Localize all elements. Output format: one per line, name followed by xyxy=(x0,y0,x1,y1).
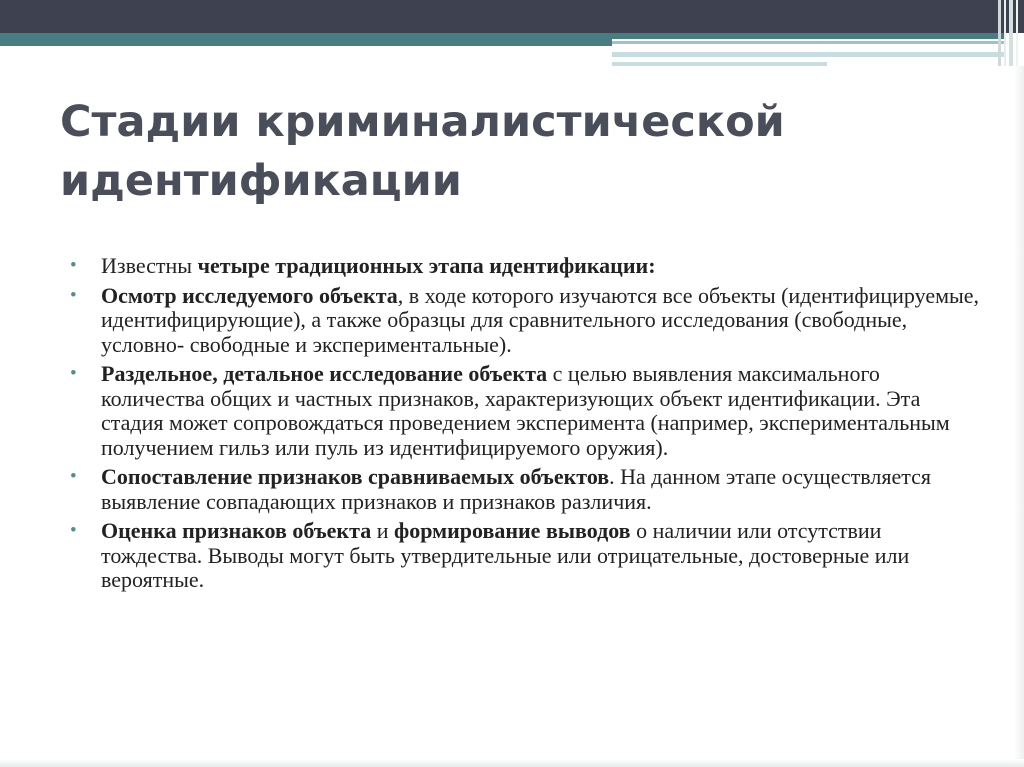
bullet-text: . На данном этапе осуществляется выявление совпадающих признаков и признаков различия. xyxy=(101,464,932,514)
header-vertical-stripes xyxy=(994,0,1024,66)
bullet-text: и xyxy=(371,518,394,543)
bullet-item xyxy=(70,284,980,358)
bullet-text-bold: Осмотр исследуемого объекта xyxy=(101,282,398,308)
bullet-text-bold: четыре традиционных этапа идентификации: xyxy=(197,253,656,278)
slide-title-line-1: Стадии криминалистической xyxy=(60,97,785,147)
bullet-text: о наличии или отсутствии тождества. Выводы могут быть утвердительные или отрицательные, достоверные или вероятные. xyxy=(101,518,910,592)
bullet-icon: • xyxy=(70,363,77,384)
bullet-item xyxy=(70,465,980,514)
slide-title-line-2: идентификации xyxy=(60,156,462,206)
header-band-teal xyxy=(0,33,612,46)
bullet-icon: • xyxy=(70,466,77,487)
bullet-text: , в ходе которого изучаются все объекты (идентифицируемые, идентифицирующие), а также образцы для сравнительного исследования (свободные, условно- свободные и экспериментальные). xyxy=(101,282,980,357)
slide-right-edge xyxy=(1014,66,1024,767)
header-band-light xyxy=(612,41,1004,44)
bullet-text: Известны xyxy=(101,253,198,278)
header-band-dark xyxy=(0,0,1024,33)
bullet-item xyxy=(70,519,980,593)
bullet-text-bold: Оценка признаков объекта xyxy=(101,518,372,543)
bullet-text-bold: Сопоставление признаков сравниваемых объектов xyxy=(101,464,610,489)
bullet-text: с целью выявления максимального количества общих и частных признаков, характеризующих объект идентификации. Эта стадия может сопровождаться проведением эксперимента (например, экспериментальным получением гильз или пуль из идентифицируемого оружия). xyxy=(101,361,950,460)
bullet-item xyxy=(70,254,980,279)
bullet-text-bold: Раздельное, детальное исследование объекта xyxy=(101,361,548,386)
slide-title xyxy=(60,93,960,211)
bullet-text-bold: формирование выводов xyxy=(393,518,631,543)
bullet-icon: • xyxy=(70,520,77,541)
header-band-light xyxy=(612,52,1004,57)
header-band-teal-right xyxy=(612,33,1004,39)
bullet-icon: • xyxy=(70,284,77,306)
bullet-item xyxy=(70,362,980,460)
header-band-light xyxy=(612,62,827,66)
bullet-icon: • xyxy=(70,255,77,276)
slide-bottom-edge xyxy=(0,759,1024,767)
bullet-list xyxy=(70,254,980,598)
